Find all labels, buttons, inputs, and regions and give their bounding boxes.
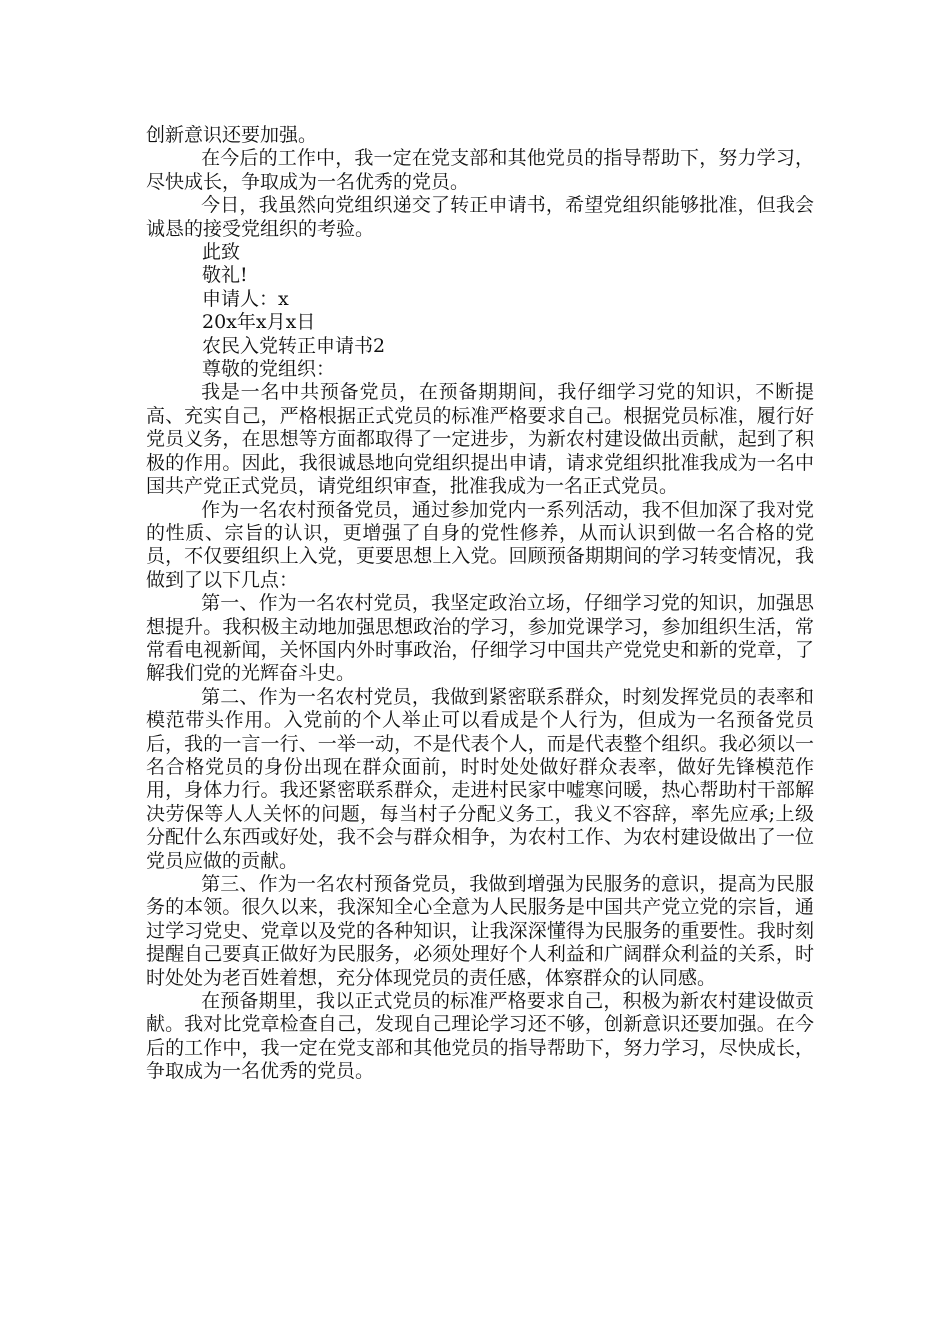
paragraph-point-3: 第三、作为一名农村预备党员，我做到增强为民服务的意识，提高为民服务的本领。很久以来，我深知全心全意为人民服务是中国共产党立党的宗旨，通过学习党史、党章以及党的各种知识，让我深深懂得为民服务的重要性。我时刻提醒自己要真正做好为民服务，必须处理好个人利益和广阔群众利益的关系，时时处处为老百姓着想，充分体现党员的责任感，体察群众的认同感。	[146, 873, 814, 989]
greeting-line: 尊敬的党组织：	[202, 358, 336, 381]
date-line: 20x年x月x日	[202, 311, 316, 334]
paragraph-summary: 在预备期里，我以正式党员的标准严格要求自己，积极为新农村建设做贡献。我对比党章检查自己，发现自己理论学习还不够，创新意识还要加强。在今后的工作中，我一定在党支部和其他党员的指导帮助下，努力学习，尽快成长，争取成为一名优秀的党员。	[146, 990, 814, 1083]
section-title: 农民入党转正申请书2	[202, 334, 386, 357]
document-body	[146, 124, 814, 1084]
closing-regards: 敬礼!	[202, 264, 248, 287]
paragraph-reflection: 作为一名农村预备党员，通过参加党内一系列活动，我不但加深了我对党的性质、宗旨的认识，更增强了自身的党性修养，从而认识到做一名合格的党员，不仅要组织上入党，更要思想上入党。回顾预备期期间的学习转变情况，我做到了以下几点：	[146, 498, 814, 591]
closing-salutation: 此致	[202, 241, 241, 264]
paragraph-point-2: 第二、作为一名农村党员，我做到紧密联系群众，时刻发挥党员的表率和模范带头作用。入党前的个人举止可以看成是个人行为，但成为一名预备党员后，我的一言一行、一举一动，不是代表个人，而是代表整个组织。我必须以一名合格党员的身份出现在群众面前，时时处处做好群众表率，做好先锋模范作用，身体力行。我还紧密联系群众，走进村民家中嘘寒问暖，热心帮助村干部解决劳保等人人关怀的问题，每当村子分配义务工，我义不容辞，率先应承;上级分配什么东西或好处，我不会与群众相争，为农村工作、为农村建设做出了一位党员应做的贡献。	[146, 685, 814, 872]
paragraph-point-1: 第一、作为一名农村党员，我坚定政治立场，仔细学习党的知识，加强思想提升。我积极主动地加强思想政治的学习，参加党课学习，参加组织生活，常常看电视新闻，关怀国内外时事政治，仔细学习中国共产党党史和新的党章，了解我们党的光辉奋斗史。	[146, 592, 814, 685]
paragraph-1: 创新意识还要加强。	[146, 124, 318, 146]
paragraph-intro: 我是一名中共预备党员，在预备期期间，我仔细学习党的知识，不断提高、充实自己，严格根据正式党员的标准严格要求自己。根据党员标准，履行好党员义务，在思想等方面都取得了一定进步，为新农村建设做出贡献，起到了积极的作用。因此，我很诚恳地向党组织提出申请，请求党组织批准我成为一名中国共产党正式党员，请党组织审查，批准我成为一名正式党员。	[146, 381, 814, 498]
applicant-line: 申请人：x	[202, 287, 289, 310]
paragraph-3: 今日，我虽然向党组织递交了转正申请书，希望党组织能够批准，但我会诚恳的接受党组织的考验。	[146, 194, 814, 240]
paragraph-2: 在今后的工作中，我一定在党支部和其他党员的指导帮助下，努力学习，尽快成长，争取成为一名优秀的党员。	[146, 147, 814, 193]
